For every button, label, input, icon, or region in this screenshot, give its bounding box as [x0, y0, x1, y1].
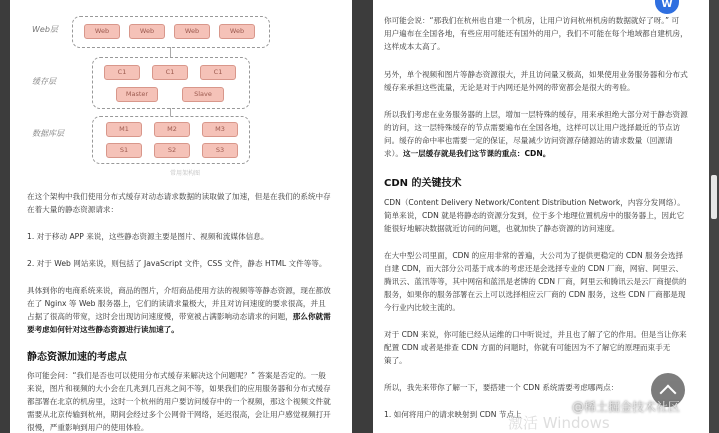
cache-layer-label: 缓存层 [32, 77, 56, 86]
db-slave-node: S3 [202, 143, 238, 158]
right-page [373, 0, 709, 433]
paragraph-line: 很慢，严重影响到用户的使用体验。 [27, 423, 149, 432]
paragraph-line: 问。缓存的命中率也需要一定的保证，尽量减少访问资源存储源站的请求数量（回源请 [384, 136, 673, 145]
paragraph-line: 在着大量的静态资源请求： [27, 205, 119, 214]
paragraph-line [27, 310, 331, 323]
paragraph-line: 都部署在北京的机房里，这时一个杭州的用户要访问缓存中的一个视频，那这个视频文件就 [27, 397, 331, 406]
paragraph-line: 对于 CDN 来说，你可能已经从运维的口中听说过，并且也了解了它的作用。但是当让你来 [384, 330, 687, 339]
web-node: Web [174, 24, 210, 39]
paragraph-line: 用户遍布在全国各地，有些应用可能还有国外的用户，我们不可能在每个地域都自建机房， [384, 29, 688, 38]
paragraph-line: 的访问，这一层特殊缓存的节点需要遍布在全国各地，这样可以让用户选择最近的节点访 [384, 123, 681, 132]
paragraph-line: 所以我们考虑在业务服务器的上层，增加一层特殊的缓存，用来承担绝大部分对于静态资源 [384, 110, 688, 119]
paragraph-line: 配置 CDN 或者是排查 CDN 方面的问题时，你就有可能因为不了解它的原理而束手无 [384, 343, 671, 352]
paragraph-line: 2. 对于 Web 网站来说，则包括了 JavaScript 文件，CSS 文件，静态 HTML 文件等等。 [27, 259, 327, 268]
architecture-diagram [32, 10, 302, 170]
web-node: Web [84, 24, 120, 39]
paragraph-line: 所以，我先来带你了解一下，要搭建一个 CDN 系统需要考虑哪两点： [384, 383, 619, 392]
paragraph-line: 你可能会问：“我们是否也可以使用分布式缓存来解决这个问题呢？” 答案是否定的。一般 [27, 371, 326, 380]
paragraph-line: 今行业内比较主流的。 [384, 303, 460, 312]
paragraph-line: 服务，如果你的服务部署在云上可以选择相应云厂商的 CDN 服务，这些 CDN 厂商都是现 [384, 290, 686, 299]
bold-text: 那么你就需 [292, 312, 331, 321]
paragraph-text: 占据了很高的带宽，这时会出现访问速度慢，带宽被占满影响动态请求的问题， [27, 312, 293, 321]
paragraph-line: 需要从北京传输到杭州，期间会经过多个公网骨干网络，延迟很高，会让用户感觉视频打开 [27, 410, 331, 419]
web-node: Web [219, 24, 255, 39]
scrollbar[interactable] [709, 0, 719, 433]
paragraph-line: 在大中型公司里面，CDN 的应用非常的普遍，大公司为了提供更稳定的 CDN 服务会选择 [384, 251, 684, 260]
cache-node: C1 [200, 65, 236, 80]
db-slave-node: S1 [106, 143, 142, 158]
diagram-caption: 常用架构图 [170, 170, 201, 177]
paragraph-line: 这样成本太高了。 [384, 42, 445, 51]
paragraph-line: 具体到你的电商系统来说，商品的图片，介绍商品使用方法的视频等等静态资源，现在都放 [27, 286, 331, 295]
paragraph-line: 1. 如何将用户的请求映射到 CDN 节点上 [384, 410, 522, 419]
paragraph-text: 求）。 [384, 149, 403, 158]
paragraph-line: 1. 对于移动 APP 来说，这些静态资源主要是图片、视频和流媒体信息。 [27, 232, 269, 241]
web-layer-label: Web层 [32, 25, 58, 34]
paragraph-line: 来说，图片和视频的大小会在几兆到几百兆之间不等，如果我们的应用服务器和分布式缓存 [27, 384, 331, 393]
paragraph-line [384, 147, 550, 160]
cache-node: C1 [104, 65, 140, 80]
bold-text: 要考虑如何针对这些静态资源进行读加速了。 [27, 325, 179, 334]
web-node: Web [129, 24, 165, 39]
cache-slave-node: Slave [182, 87, 224, 102]
paragraph-line: 缓存来承担这些流量，无论是对于内网还是外网的带宽都会是很大的考验。 [384, 83, 635, 92]
db-layer-label: 数据库层 [32, 129, 64, 138]
paragraph-line: 腾讯云、蓝汛等等，其中网宿和蓝汛是老牌的 CDN 厂商，阿里云和腾讯云是云厂商提供的 [384, 277, 687, 286]
left-page [10, 0, 352, 433]
page-gutter [352, 0, 373, 433]
cache-master-node: Master [116, 87, 158, 102]
paragraph-line: 另外，单个视频和图片等静态资源很大，并且访问量又极高，如果使用业务服务器和分布式 [384, 70, 688, 79]
paragraph-line: CDN（Content Delivery Network/Content Distribution Network，内容分发网络）。 [384, 198, 685, 207]
arrow [170, 47, 171, 57]
scroll-thumb[interactable] [711, 175, 717, 219]
db-master-node: M3 [202, 122, 238, 137]
activate-windows-watermark: 激活 Windows [508, 414, 610, 432]
section-heading: 静态资源加速的考虑点 [27, 352, 127, 363]
paragraph-line: 在这个架构中我们使用分布式缓存对动态请求数据的读取做了加速，但是在我们的系统中存 [27, 192, 331, 201]
cache-node: C1 [152, 65, 188, 80]
db-slave-node: S2 [154, 143, 190, 158]
paragraph-line: 在了 Nginx 等 Web 服务器上，它们的读请求量极大，并且对访问速度的要求很高，并且 [27, 299, 326, 308]
bold-text: 这一层缓存就是我们这节课的重点：CDN。 [402, 149, 551, 158]
section-heading: CDN 的关键技术 [384, 178, 462, 189]
paragraph-line: 能很好地解决数据就近访问的问题，也就加快了静态资源的访问速度。 [384, 224, 620, 233]
site-watermark: @稀土掘金技术社区 [572, 400, 681, 414]
db-master-node: M2 [154, 122, 190, 137]
paragraph-line: 你可能会说：“那我们在杭州也自建一个机房，让用户访问杭州机房的数据就好了呀。” 可 [384, 16, 680, 25]
app-badge-icon[interactable]: W [655, 0, 679, 14]
arrow [170, 108, 171, 116]
paragraph-line: 自建 CDN，而大部分公司基于成本的考虑还是会选择专业的 CDN 厂商，网宿、阿里云、 [384, 264, 684, 273]
paragraph-line: 简单来说，CDN 就是将静态的资源分发到，位于多个地理位置机房中的服务器上，因此它 [384, 211, 685, 220]
paragraph-line: 策了。 [384, 356, 407, 365]
db-master-node: M1 [106, 122, 142, 137]
